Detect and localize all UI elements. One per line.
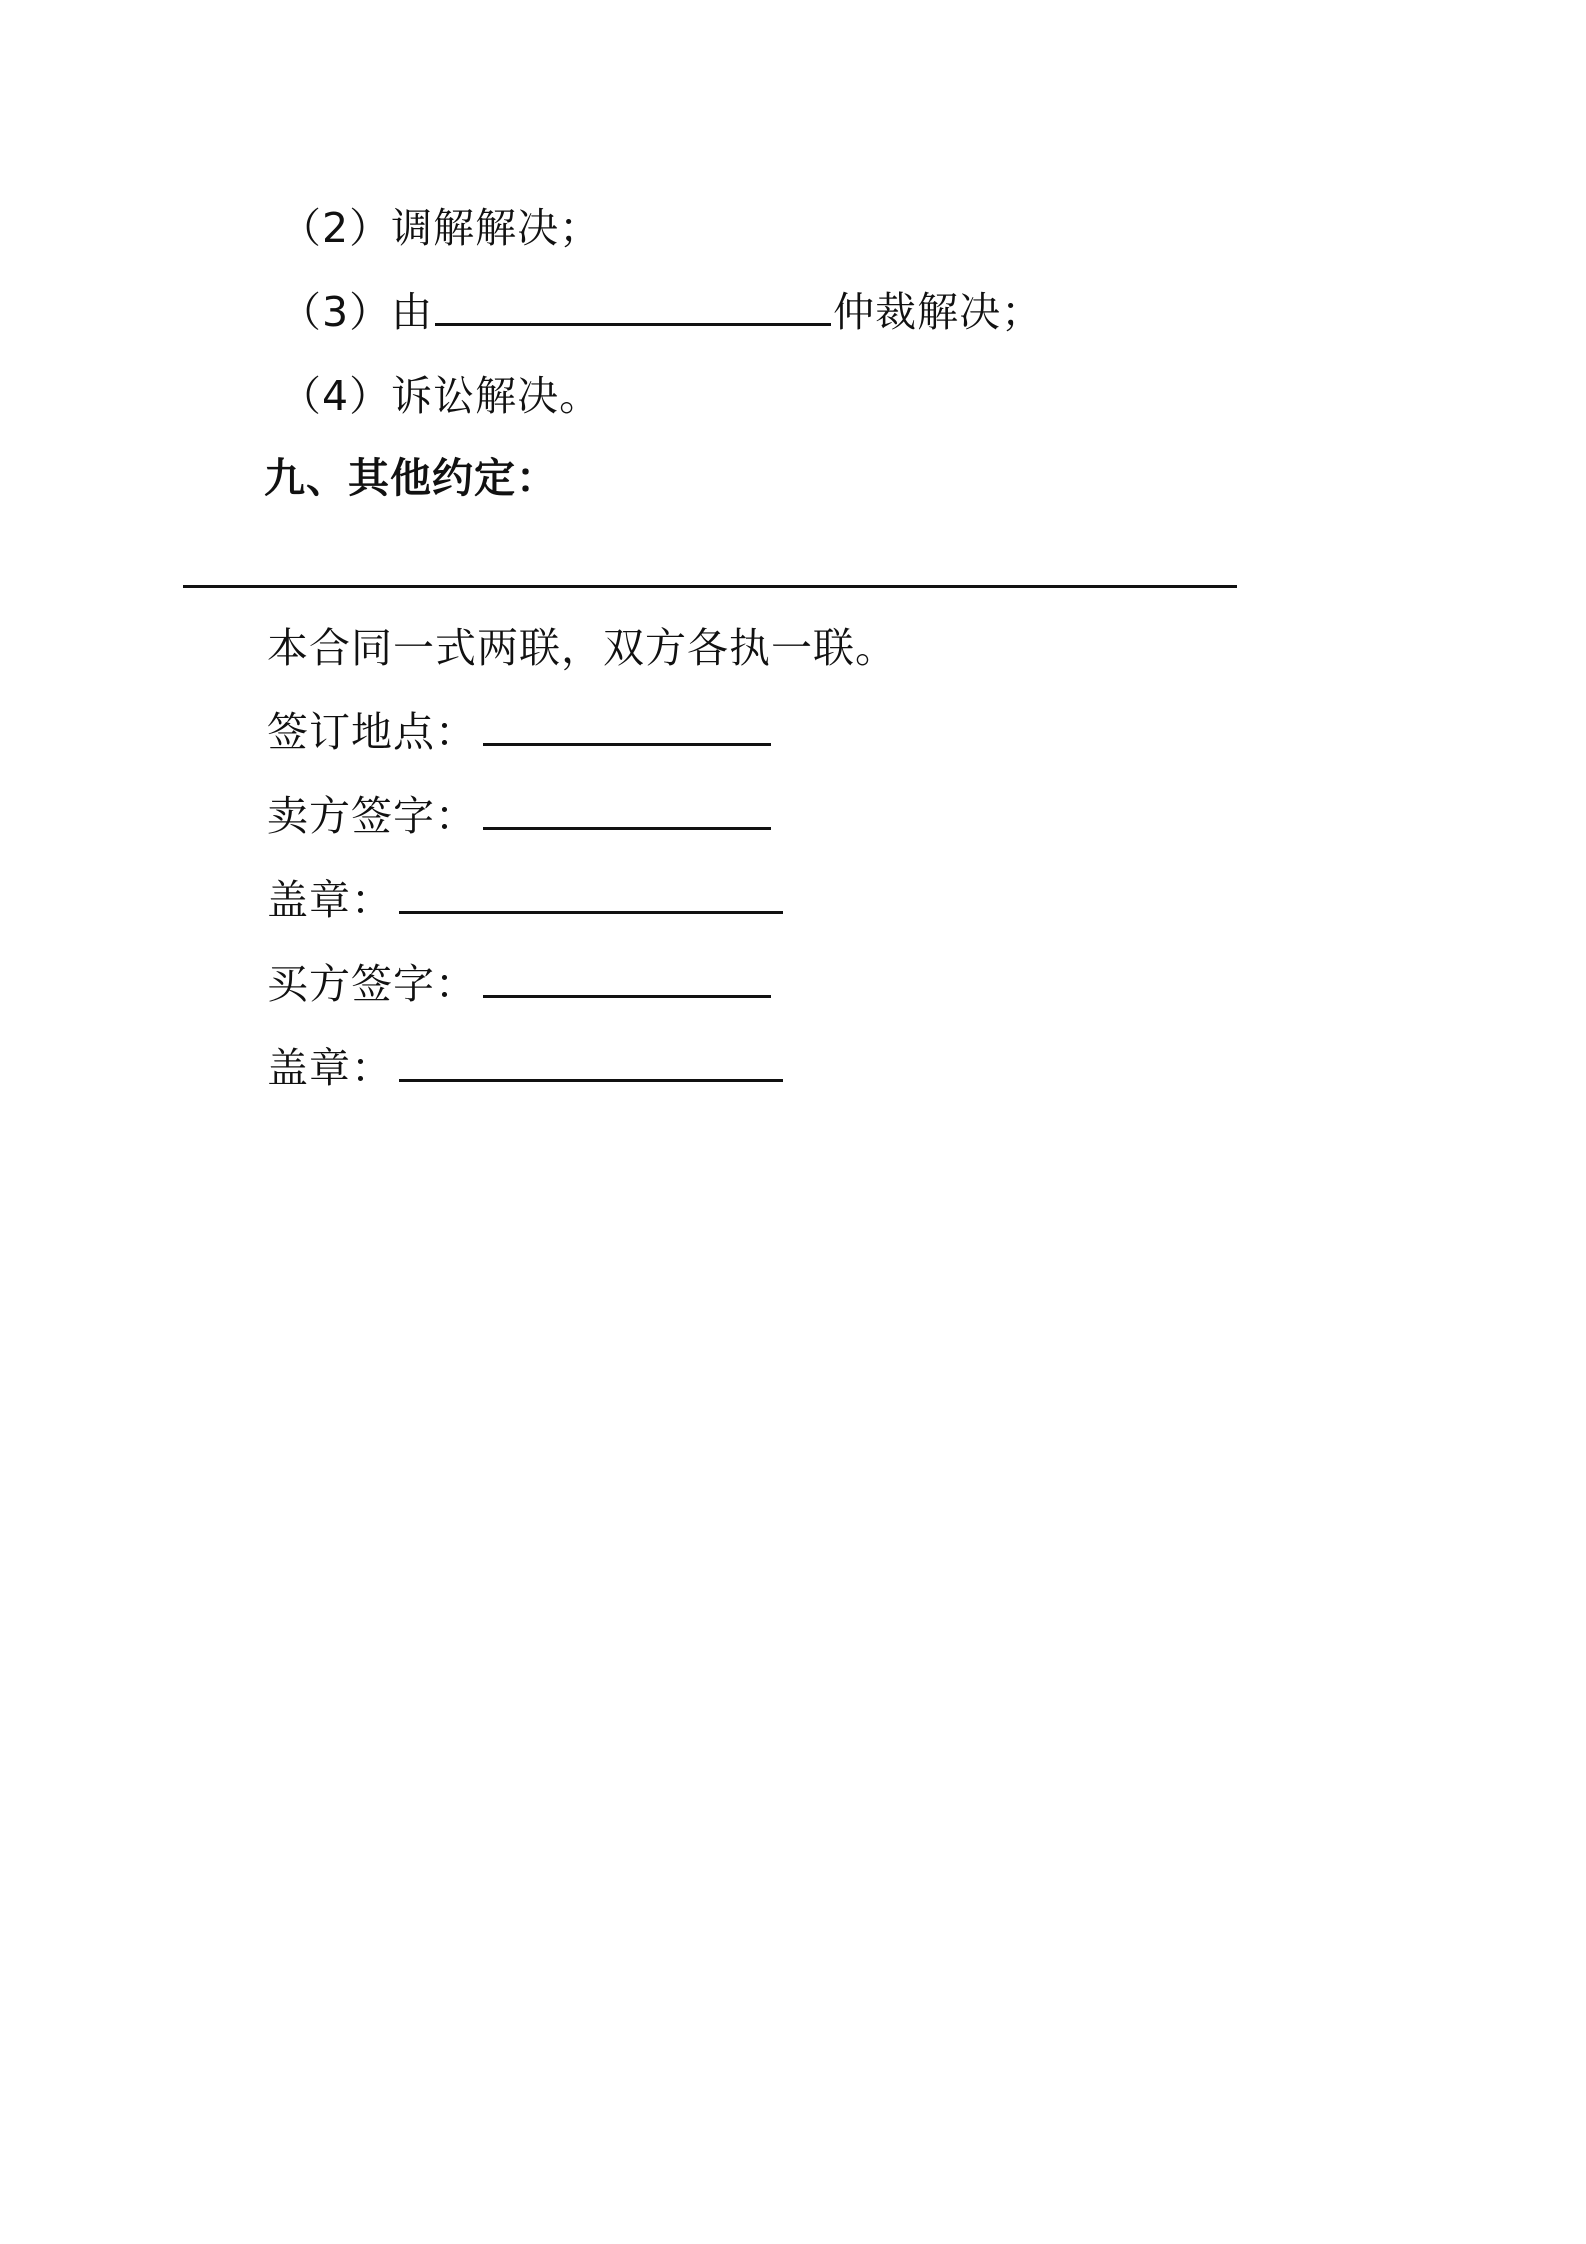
signing-place-blank[interactable] xyxy=(483,705,771,746)
section-heading-text: 九、其他约定： xyxy=(264,454,558,502)
seller-seal-field xyxy=(267,872,783,928)
buyer-signature-field xyxy=(267,956,771,1012)
dispute-item-mediation xyxy=(280,200,601,256)
dispute-item-suffix: 仲裁解决； xyxy=(833,288,1044,336)
dispute-item-label: （2）调解解决； xyxy=(280,204,602,252)
dispute-item-prefix: （3）由 xyxy=(280,288,434,336)
buyer-seal-field xyxy=(267,1040,783,1096)
seller-signature-field xyxy=(267,788,771,844)
buyer-signature-blank[interactable] xyxy=(483,957,771,998)
dispute-item-litigation xyxy=(280,368,601,424)
dispute-item-label: （4）诉讼解决。 xyxy=(280,372,602,420)
field-label: 盖章： xyxy=(267,876,393,924)
section-heading-other-terms xyxy=(264,450,558,506)
field-label: 卖方签字： xyxy=(267,792,477,840)
other-terms-blank-line[interactable] xyxy=(183,585,1237,588)
copies-statement xyxy=(267,620,897,676)
field-label: 买方签字： xyxy=(267,960,477,1008)
arbitration-body-blank[interactable] xyxy=(435,285,831,326)
dispute-item-arbitration xyxy=(280,284,1043,340)
field-label: 签订地点： xyxy=(267,708,477,756)
seller-signature-blank[interactable] xyxy=(483,789,771,830)
field-label: 盖章： xyxy=(267,1044,393,1092)
signing-place-field xyxy=(267,704,771,760)
seller-seal-blank[interactable] xyxy=(399,873,783,914)
copies-text: 本合同一式两联，双方各执一联。 xyxy=(267,624,897,672)
buyer-seal-blank[interactable] xyxy=(399,1041,783,1082)
